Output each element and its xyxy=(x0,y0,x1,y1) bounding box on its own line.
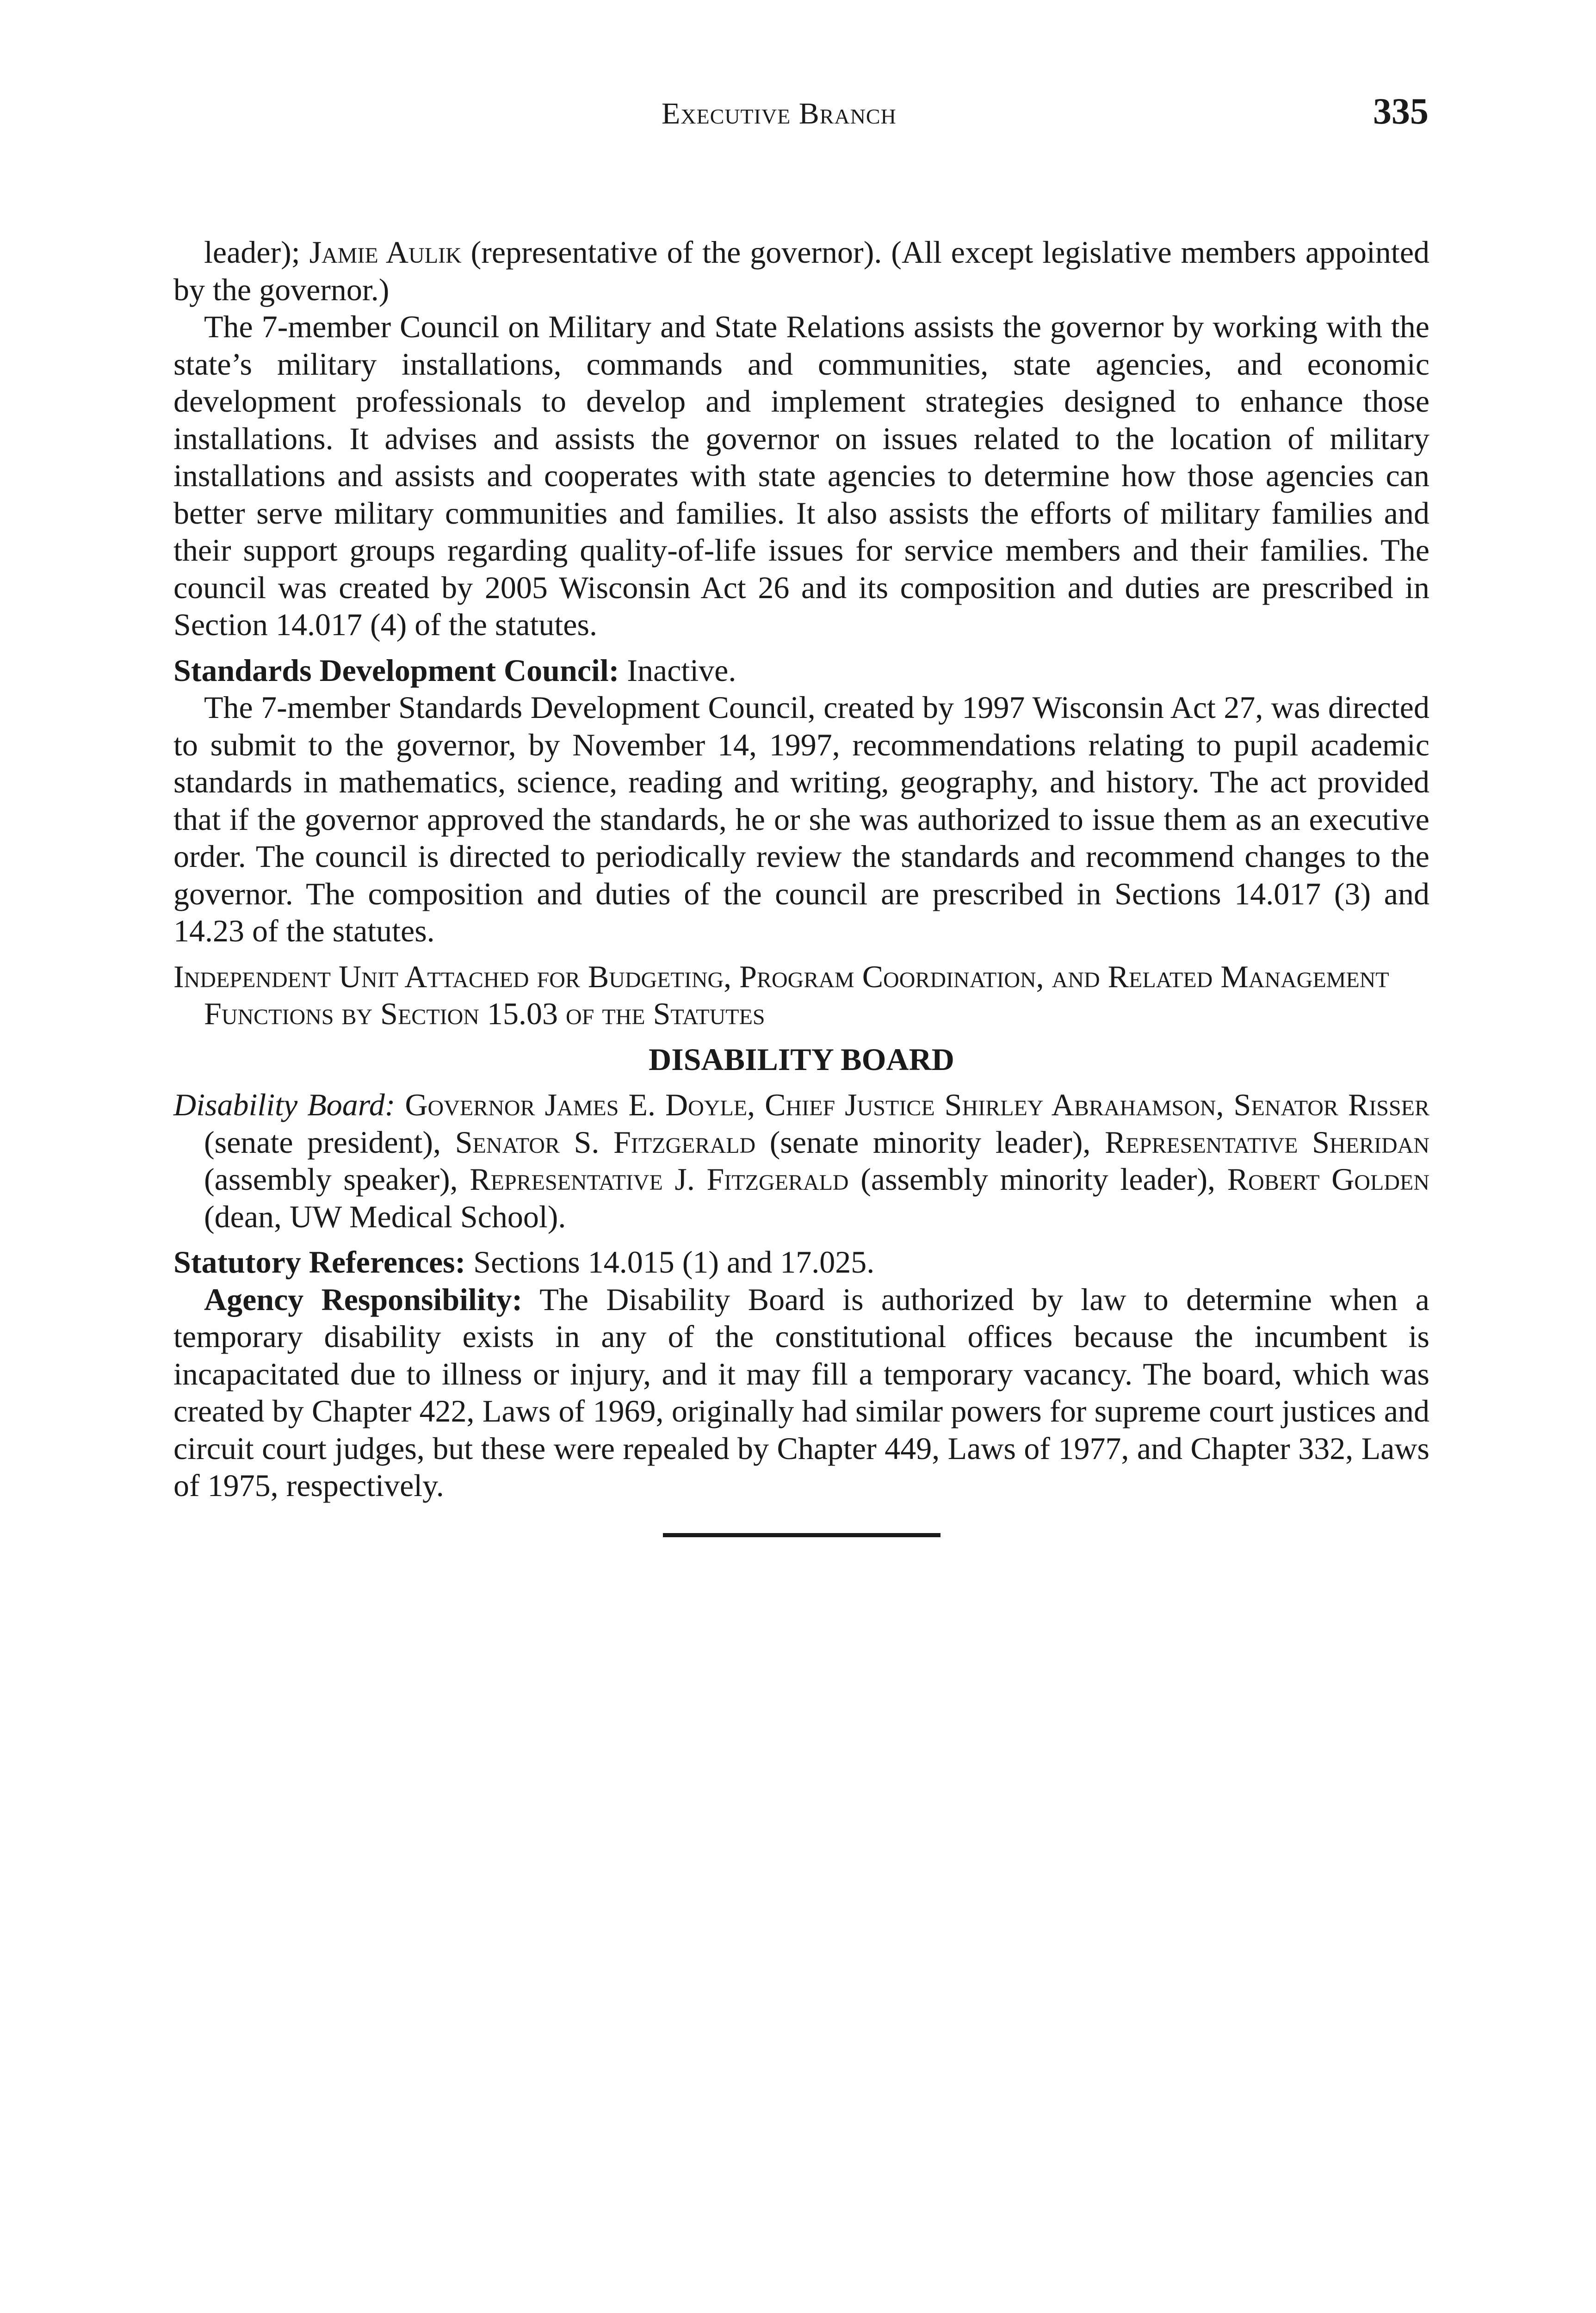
statutory-references-text: Sections 14.015 (1) and 17.025. xyxy=(465,1244,875,1280)
running-head: Executive Branch xyxy=(662,97,897,130)
continued-membership-paragraph xyxy=(173,234,1429,308)
standards-council-label: Standards Development Council: xyxy=(173,652,619,688)
standards-council-paragraph: The 7-member Standards Development Council, created by 1997 Wisconsin Act 27, was directed to submit to the governor, by November 14, 1997, recommendations relating to pupil academic standards in mathematics, science, reading and writing, geography, and history. The act provided that if the governor approved the standards, he or she was authorized to issue them as an executive order. The council is directed to periodically review the standards and recommend changes to the governor. The composition and duties of the council are prescribed in Sections 14.017 (3) and 14.23 of the statutes. xyxy=(173,690,1429,948)
statutory-references xyxy=(173,1243,1429,1281)
military-council-paragraph: The 7-member Council on Military and State Relations assists the governor by working with the state’s military installations, commands and communities, state agencies, and economic development professionals to develop and implement strategies designed to enhance those installations. It advises and assists the governor on issues related to the location of military installations and assists and cooperates with state agencies to determine how those agencies can better serve military communities and families. It also assists the efforts of military families and their support groups regarding quality-of-life issues for service members and their families. The council was created by 2005 Wisconsin Act 26 and its composition and duties are prescribed in Section 14.017 (4) of the statutes. xyxy=(173,309,1429,642)
member-role: (assembly speaker), xyxy=(204,1162,470,1197)
independent-unit-heading: Independent Unit Attached for Budgeting, Program Coordination, and Related Management Functions by Section 15.03 of the Statutes xyxy=(173,959,1389,1031)
agency-responsibility-label: Agency Responsibility: xyxy=(204,1281,523,1317)
statutory-references-label: Statutory References: xyxy=(173,1244,466,1280)
continued-text: leader); xyxy=(204,235,309,270)
section-end-rule xyxy=(663,1533,940,1537)
disability-board-title: DISABILITY BOARD xyxy=(649,1041,954,1077)
standards-council-heading xyxy=(173,652,1429,689)
member-governor: Governor James E. Doyle xyxy=(405,1087,748,1122)
page-number: 335 xyxy=(1373,91,1429,132)
continued-text-end: (representative of the governor). (All except legislative members appointed by the governor.) xyxy=(173,235,1430,307)
separator: , xyxy=(1216,1087,1234,1122)
member-assembly-speaker: Representative Sheridan xyxy=(1105,1124,1429,1160)
agency-responsibility-text: The Disability Board is authorized by law to determine when a temporary disability exists in any of the constitutional offices because the incumbent is incapacitated due to illness or injury, and it may fill a temporary vacancy. The board, which was created by Chapter 422, Laws of 1969, originally had similar powers for supreme court justices and circuit court judges, but these were repealed by Chapter 449, Laws of 1977, and Chapter 332, Laws of 1975, respectively. xyxy=(173,1281,1429,1503)
member-senate-president: Senator Risser xyxy=(1233,1087,1430,1122)
standards-council-status: Inactive. xyxy=(619,652,736,688)
agency-responsibility xyxy=(173,1281,1429,1504)
member-role: (senate minority leader), xyxy=(755,1124,1105,1160)
member-senate-minority-leader: Senator S. Fitzgerald xyxy=(455,1124,756,1160)
member-medical-dean: Robert Golden xyxy=(1227,1162,1429,1197)
member-assembly-minority-leader: Representative J. Fitzgerald xyxy=(470,1162,849,1197)
page-header xyxy=(0,91,1596,138)
disability-board-members xyxy=(173,1086,1429,1235)
member-role: (assembly minority leader), xyxy=(848,1162,1227,1197)
separator: , xyxy=(747,1087,765,1122)
members-label: Disability Board: xyxy=(173,1087,396,1122)
member-role: (dean, UW Medical School). xyxy=(204,1199,566,1234)
member-role: (senate president), xyxy=(204,1124,455,1160)
page-content xyxy=(173,234,1429,1537)
member-chief-justice: Chief Justice Shirley Abrahamson xyxy=(765,1087,1216,1122)
member-name: Jamie Aulik xyxy=(309,235,462,270)
